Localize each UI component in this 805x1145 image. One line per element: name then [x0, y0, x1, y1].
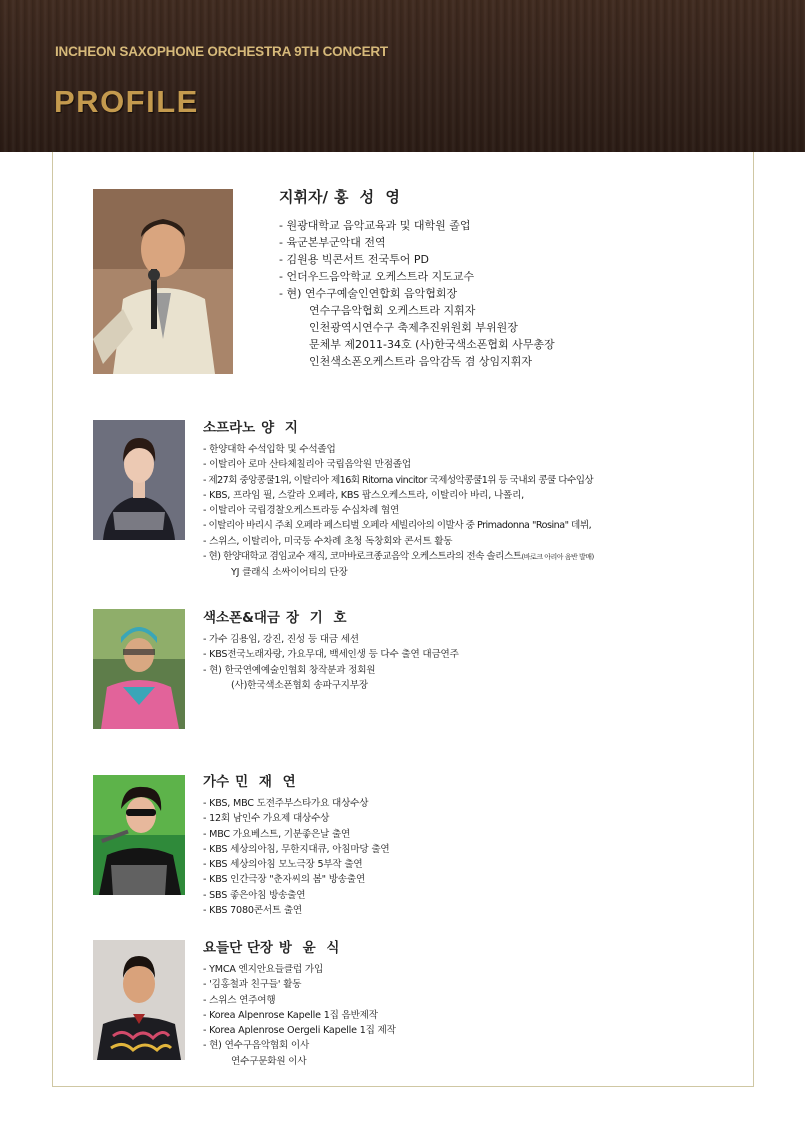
profile-heading: [203, 416, 594, 436]
profile-career-list: [203, 442, 594, 581]
list-item: 인천광역시연수구 축제추진위원회 부위원장: [309, 321, 518, 334]
list-item: - 이탈리아 국립경찰오케스트라등 수십차례 협연: [203, 505, 400, 517]
list-item: - 육군본부군악대 전역: [279, 236, 386, 249]
profile-role: 소프라노: [203, 420, 256, 436]
profile-role: 요들단 단장: [203, 940, 273, 956]
profile-heading: [203, 606, 459, 626]
list-item: 인천색소폰오케스트라 음악감독 겸 상임지휘자: [309, 355, 533, 368]
profile-name: 장 기 호: [285, 610, 350, 626]
profile-career-list: [203, 796, 389, 918]
list-item: - MBC 가요베스트, 기분좋은날 출연: [203, 828, 351, 840]
photo-soprano: [93, 420, 185, 540]
profile-role: 지휘자/: [279, 188, 328, 206]
list-item: - 현) 한국연예예술인협회 창작분과 정회원: [203, 664, 376, 676]
page-title: PROFILE: [54, 84, 199, 119]
list-item: - KBS 세상의아침, 무한지대큐, 아침마당 출연: [203, 843, 390, 855]
list-item: (사)한국색소폰협회 송파구지부장: [231, 679, 368, 691]
list-item: - YMCA 엔지안요들클럽 가입: [203, 964, 324, 975]
list-item: - 한양대학 수석입학 및 수석졸업: [203, 444, 336, 455]
profile-role: 색소폰&대금: [203, 610, 280, 626]
list-item: - 언더우드음악학교 오케스트라 지도교수: [279, 270, 475, 283]
profile-name: 방 윤 식: [278, 940, 343, 956]
list-item: - 현) 연수구예술인연합회 음악협회장: [279, 287, 458, 300]
photo-conductor: [93, 189, 233, 374]
profile-name: 홍 성 영: [333, 188, 403, 206]
list-item: - 김원용 빅콘서트 전국투어 PD: [279, 253, 429, 266]
list-item: - KBS 세상의아침 모노극장 5부작 출연: [203, 859, 363, 871]
list-item: - KBS, 프라임 필, 스칼라 오페라, KBS 팝스오케스트라, 이탈리아 바리, 나폴리,: [203, 489, 524, 501]
list-item: - 현) 연수구음악협회 이사: [203, 1040, 310, 1052]
photo-singer: [93, 775, 185, 895]
photo-yodel-leader: [93, 940, 185, 1060]
profile-name: 양 지: [261, 420, 301, 436]
profile-heading: [203, 936, 396, 956]
list-item: - 가수 김용임, 강진, 진성 등 대금 세션: [203, 634, 359, 645]
concert-subtitle: INCHEON SAXOPHONE ORCHESTRA 9TH CONCERT: [55, 44, 388, 59]
list-item: - Korea Aplenrose Oergeli Kapelle 1집 제작: [203, 1025, 396, 1037]
list-item: 연수구문화원 이사: [231, 1055, 307, 1067]
profile-career-list: [279, 217, 555, 370]
list-item: - 원광대학교 음악교육과 및 대학원 졸업: [279, 219, 471, 232]
list-item: - Korea Alpenrose Kapelle 1집 음반제작: [203, 1009, 378, 1021]
list-item: - KBS 인간극장 "춘자씨의 봄" 방송출연: [203, 874, 366, 886]
profile-role: 가수: [203, 774, 230, 790]
list-item: 연수구음악협회 오케스트라 지휘자: [309, 304, 476, 317]
list-item: - 제27회 중앙콩쿨1위, 이탈리아 제16회 Ritorna vincitor 국제성악콩쿨1위 등 국내외 콩쿨 다수입상: [203, 474, 594, 486]
profile-career-list: [203, 632, 459, 693]
profile-saxophone-daegeum: [203, 606, 459, 693]
list-item: 문체부 제2011-34호 (사)한국색소폰협회 사무총장: [309, 338, 555, 351]
list-item: [203, 549, 594, 565]
list-item: - KBS, MBC 도전주부스타가요 대상수상: [203, 798, 369, 809]
album-note: (바로크 아리아 음반 발매): [521, 553, 594, 562]
profile-singer: [203, 770, 389, 918]
profile-soprano: [203, 416, 594, 581]
list-item: - 스위스, 이탈리아, 미국등 수차례 초청 독창회와 콘서트 활동: [203, 535, 453, 547]
profile-career-list: [203, 962, 396, 1069]
list-item: - 스위스 연주여행: [203, 994, 276, 1006]
profile-conductor: [279, 186, 555, 370]
list-item: - '김홍철과 친구들' 활동: [203, 979, 302, 991]
profile-yodel-leader: [203, 936, 396, 1069]
profile-heading: [203, 770, 389, 790]
list-item: - SBS 좋은아침 방송출연: [203, 889, 306, 901]
list-item: YJ 클래식 소싸이어티의 단장: [231, 567, 348, 579]
profile-heading: [279, 186, 555, 207]
list-item: - KBS 7080콘서트 출연: [203, 905, 302, 917]
list-item: - KBS전국노래자랑, 가요무대, 백세인생 등 다수 출연 대금연주: [203, 649, 459, 661]
list-item-text: - 현) 한양대학교 겸임교수 재직, 코마바로크종교음악 오케스트라의 전속 솔리스트: [203, 551, 522, 563]
photo-saxophone-daegeum: [93, 609, 185, 729]
list-item: - 이탈리아 바리시 주최 오페라 페스티벌 오페라 세빌리아의 이발사 중 Primadonna "Rosina" 데뷔,: [203, 520, 592, 532]
profile-name: 민 재 연: [235, 774, 299, 790]
list-item: - 12회 남인수 가요제 대상수상: [203, 813, 330, 825]
header-banner: [0, 0, 805, 152]
list-item: - 이탈리아 로마 산타체칠리아 국립음악원 만점졸업: [203, 459, 411, 471]
